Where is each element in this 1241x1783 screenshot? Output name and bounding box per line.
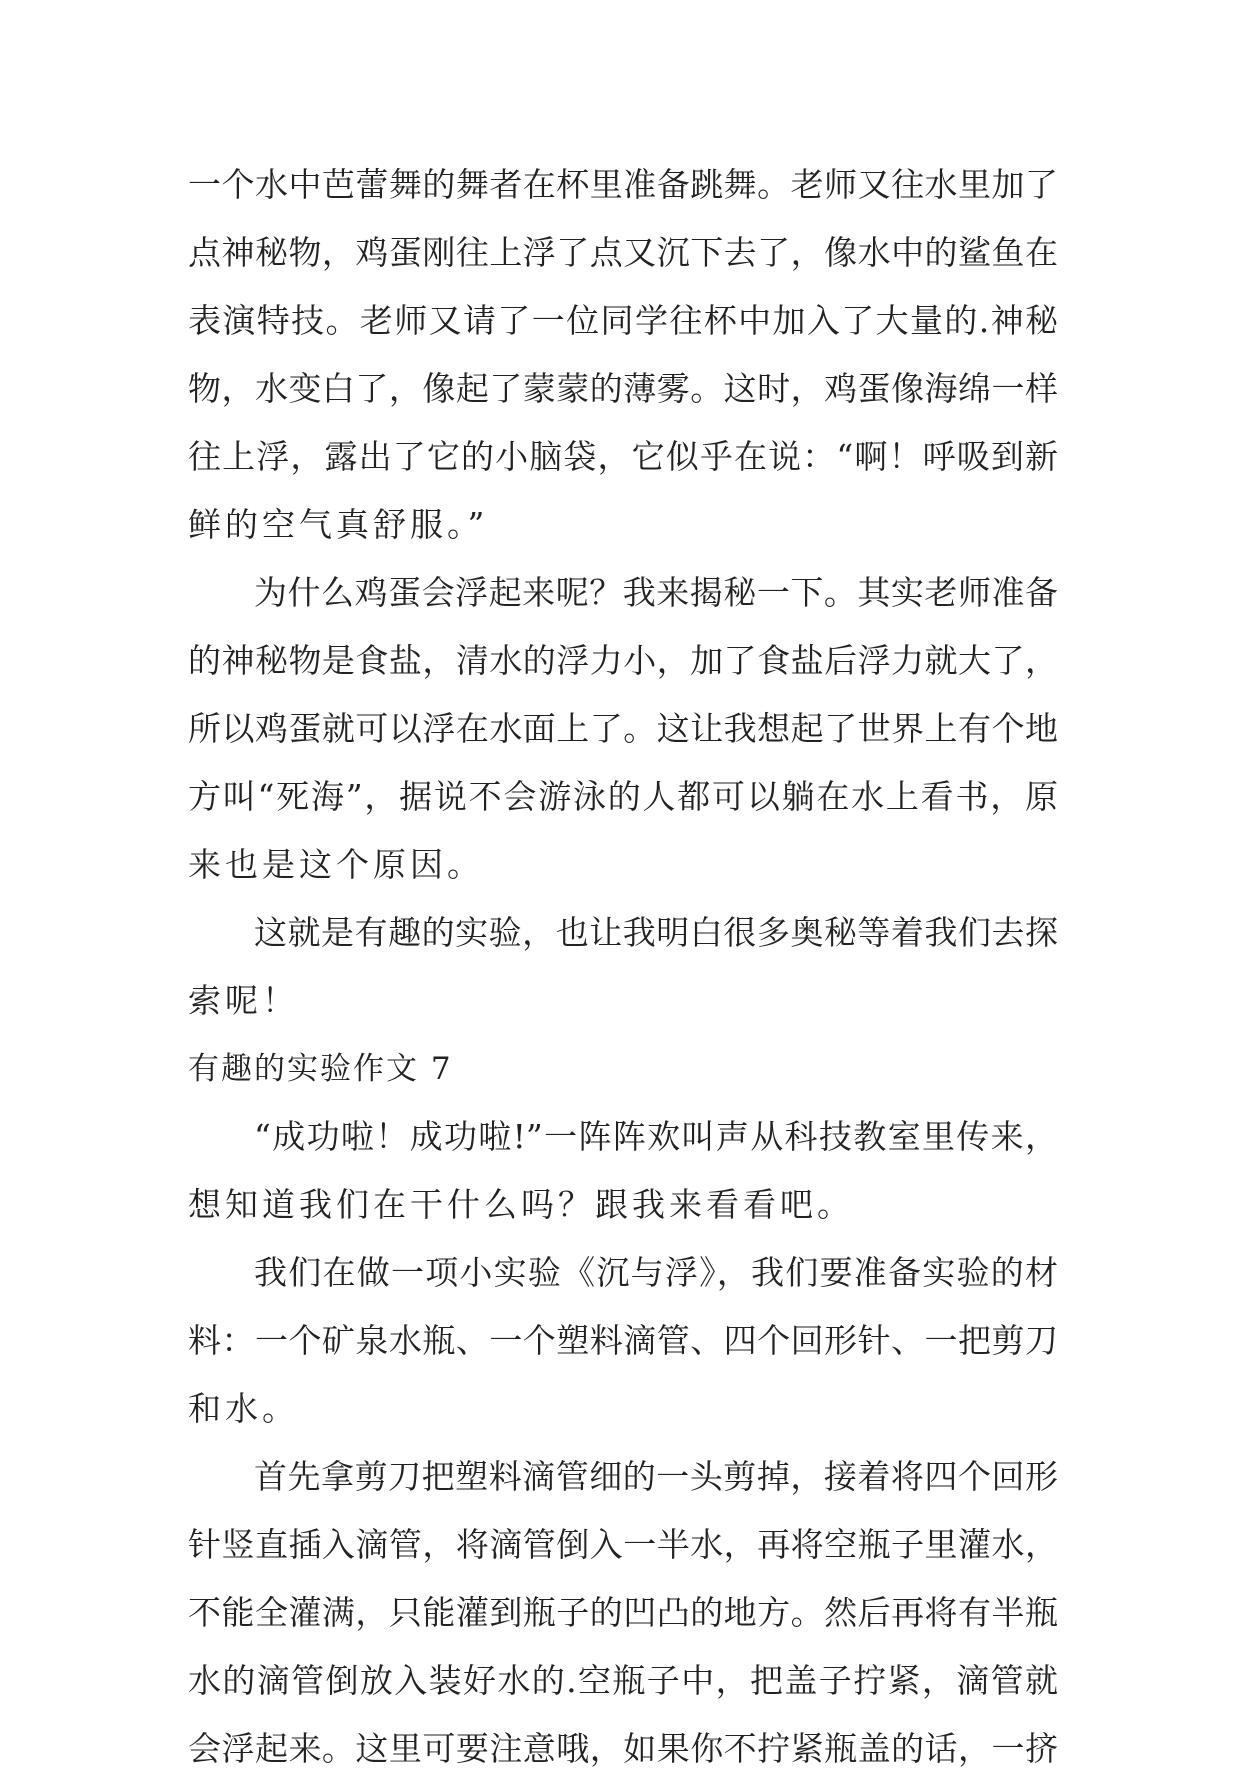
text-line: 首先拿剪刀把塑料滴管细的一头剪掉，接着将四个回形 <box>254 1457 1058 1496</box>
text-line: 一个水中芭蕾舞的舞者在杯里准备跳舞。老师又往水里加了 <box>188 165 1058 204</box>
text-line: “成功啦！成功啦!”一阵阵欢叫声从科技教室里传来， <box>254 1117 1058 1156</box>
text-line: 鲜的空气真舒服。” <box>188 505 489 544</box>
text-line: 表演特技。老师又请了一位同学往杯中加入了大量的.神秘 <box>188 301 1058 340</box>
text-line: 索呢！ <box>188 981 299 1020</box>
section-heading: 有趣的实验作文 7 <box>188 1051 453 1087</box>
text-line: 物，水变白了，像起了蒙蒙的薄雾。这时，鸡蛋像海绵一样 <box>188 369 1058 408</box>
text-line: 会浮起来。这里可要注意哦，如果你不拧紧瓶盖的话，一挤 <box>188 1729 1058 1768</box>
text-line: 我们在做一项小实验《沉与浮》，我们要准备实验的材 <box>254 1253 1058 1292</box>
text-line: 方叫“死海”，据说不会游泳的人都可以躺在水上看书，原 <box>188 777 1058 816</box>
text-line: 点神秘物，鸡蛋刚往上浮了点又沉下去了，像水中的鲨鱼在 <box>188 233 1058 272</box>
text-line: 和水。 <box>188 1389 299 1428</box>
text-line: 往上浮，露出了它的小脑袋，它似乎在说：“啊！呼吸到新 <box>188 437 1058 476</box>
text-line: 来也是这个原因。 <box>188 845 484 884</box>
text-line: 针竖直插入滴管，将滴管倒入一半水，再将空瓶子里灌水， <box>188 1525 1058 1564</box>
text-line: 不能全灌满，只能灌到瓶子的凹凸的地方。然后再将有半瓶 <box>188 1593 1058 1632</box>
text-line: 料：一个矿泉水瓶、一个塑料滴管、四个回形针、一把剪刀 <box>188 1321 1058 1360</box>
text-line: 想知道我们在干什么吗？跟我来看看吧。 <box>188 1185 854 1224</box>
text-line: 为什么鸡蛋会浮起来呢？我来揭秘一下。其实老师准备 <box>254 573 1058 612</box>
text-line: 水的滴管倒放入装好水的.空瓶子中，把盖子拧紧，滴管就 <box>188 1661 1058 1700</box>
text-line: 所以鸡蛋就可以浮在水面上了。这让我想起了世界上有个地 <box>188 709 1058 748</box>
document-body <box>188 151 1058 1783</box>
text-line: 的神秘物是食盐，清水的浮力小，加了食盐后浮力就大了， <box>188 641 1058 680</box>
text-line: 这就是有趣的实验，也让我明白很多奥秘等着我们去探 <box>254 913 1058 952</box>
